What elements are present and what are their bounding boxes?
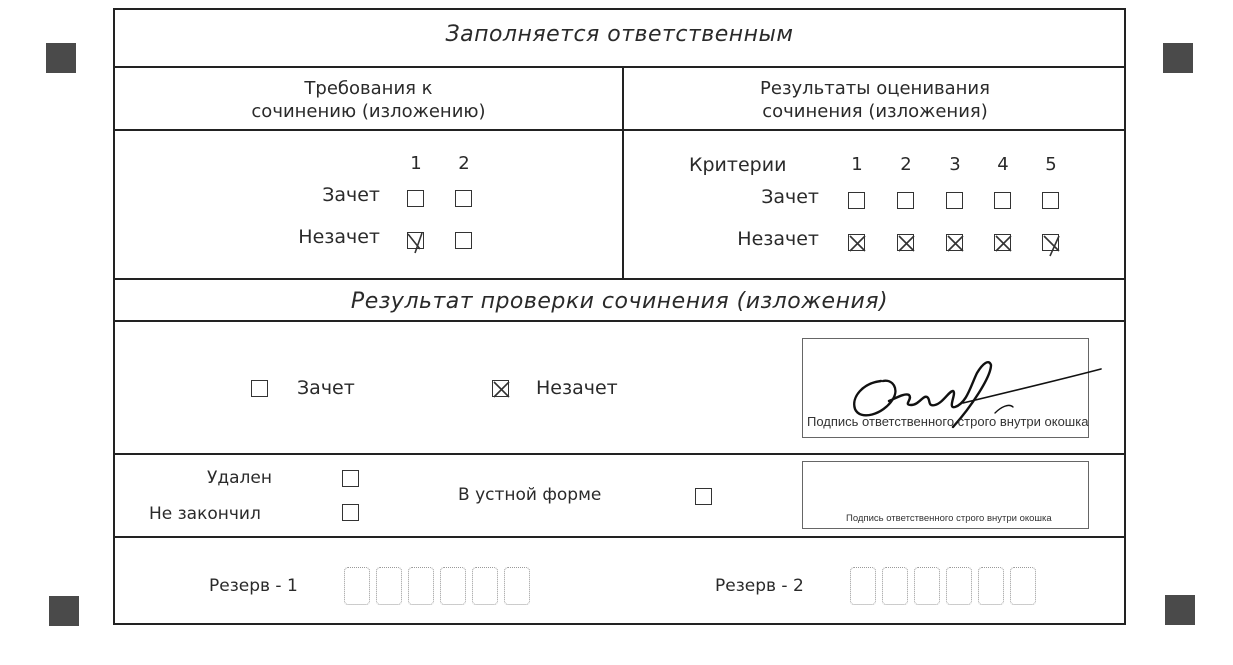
result-title: Результат проверки сочинения (изложения) xyxy=(350,289,889,314)
reserve-1-digit-cell[interactable] xyxy=(408,567,434,605)
evaluation-pass-label: Зачет xyxy=(761,186,819,208)
reserve-1-label: Резерв - 1 xyxy=(209,576,298,596)
reserve-1-digit-cell[interactable] xyxy=(440,567,466,605)
criteria-4-pass-checkbox[interactable] xyxy=(994,192,1011,209)
cross-mark-icon xyxy=(896,233,917,254)
oral-form-label: В устной форме xyxy=(458,485,602,505)
requirements-header-line1: Требования к xyxy=(304,78,433,99)
requirements-1-pass-checkbox[interactable] xyxy=(407,190,424,207)
criteria-column-5: 5 xyxy=(1045,154,1057,175)
result-pass-checkbox[interactable] xyxy=(251,380,268,397)
registration-marker-top-right xyxy=(1163,43,1193,73)
requirements-column-2: 2 xyxy=(458,153,470,174)
criteria-2-fail-checkbox[interactable] xyxy=(897,234,914,251)
requirements-2-fail-checkbox[interactable] xyxy=(455,232,472,249)
criteria-2-pass-checkbox[interactable] xyxy=(897,192,914,209)
reserve-1-digit-cell[interactable] xyxy=(376,567,402,605)
divider xyxy=(115,66,1124,68)
criteria-4-fail-checkbox[interactable] xyxy=(994,234,1011,251)
result-pass-label: Зачет xyxy=(297,377,355,399)
form-title: Заполняется ответственным xyxy=(445,22,794,47)
criteria-column-2: 2 xyxy=(900,154,912,175)
evaluation-form xyxy=(113,8,1126,625)
requirements-pass-label: Зачет xyxy=(322,184,380,206)
criteria-3-pass-checkbox[interactable] xyxy=(946,192,963,209)
requirements-column-1: 1 xyxy=(410,153,422,174)
evaluation-fail-label: Незачет xyxy=(737,228,819,250)
requirements-header-line2: сочинению (изложению) xyxy=(251,101,486,122)
result-fail-checkbox[interactable] xyxy=(492,380,509,397)
cross-mark-icon xyxy=(945,233,966,254)
registration-marker-bottom-left xyxy=(49,596,79,626)
divider xyxy=(115,453,1124,455)
requirements-header xyxy=(115,77,622,123)
reserve-1-digit-cell[interactable] xyxy=(472,567,498,605)
reserve-2-digit-cell[interactable] xyxy=(850,567,876,605)
requirements-2-pass-checkbox[interactable] xyxy=(455,190,472,207)
evaluation-header-line2: сочинения (изложения) xyxy=(762,101,988,122)
divider xyxy=(115,278,1124,280)
criteria-3-fail-checkbox[interactable] xyxy=(946,234,963,251)
reserve-1-digit-cell[interactable] xyxy=(504,567,530,605)
reserve-2-digit-cell[interactable] xyxy=(978,567,1004,605)
evaluation-header-line1: Результаты оценивания xyxy=(760,78,990,99)
cross-mark-icon xyxy=(993,233,1014,254)
requirements-fail-label: Незачет xyxy=(298,226,380,248)
criteria-1-fail-checkbox[interactable] xyxy=(848,234,865,251)
reserve-2-digit-cell[interactable] xyxy=(882,567,908,605)
result-fail-label: Незачет xyxy=(536,377,618,399)
reserve-2-label: Резерв - 2 xyxy=(715,576,804,596)
evaluation-header xyxy=(624,77,1126,123)
reserve-2-digit-cell[interactable] xyxy=(946,567,972,605)
criteria-5-pass-checkbox[interactable] xyxy=(1042,192,1059,209)
signature-box[interactable] xyxy=(802,338,1089,438)
cross-mark-icon xyxy=(847,233,868,254)
not-finished-checkbox[interactable] xyxy=(342,504,359,521)
not-finished-label: Не закончил xyxy=(149,504,261,524)
cross-mark-icon xyxy=(406,231,427,252)
criteria-label: Критерии xyxy=(689,154,787,176)
criteria-column-4: 4 xyxy=(997,154,1009,175)
divider xyxy=(115,536,1124,538)
criteria-1-pass-checkbox[interactable] xyxy=(848,192,865,209)
registration-marker-top-left xyxy=(46,43,76,73)
divider xyxy=(115,129,1124,131)
cross-mark-icon xyxy=(491,379,512,400)
reserve-2-digit-cell[interactable] xyxy=(1010,567,1036,605)
requirements-1-fail-checkbox[interactable] xyxy=(407,232,424,249)
divider xyxy=(115,320,1124,322)
signature-box-2[interactable] xyxy=(802,461,1089,529)
signature-caption: Подпись ответственного строго внутри окошка xyxy=(807,414,1089,429)
signature-caption-2: Подпись ответственного строго внутри окошка xyxy=(846,513,1052,524)
reserve-1-digit-cell[interactable] xyxy=(344,567,370,605)
registration-marker-bottom-right xyxy=(1165,595,1195,625)
criteria-5-fail-checkbox[interactable] xyxy=(1042,234,1059,251)
cross-mark-icon xyxy=(1041,233,1062,254)
criteria-column-3: 3 xyxy=(949,154,961,175)
removed-label: Удален xyxy=(207,468,272,488)
reserve-2-digit-cell[interactable] xyxy=(914,567,940,605)
criteria-column-1: 1 xyxy=(851,154,863,175)
oral-form-checkbox[interactable] xyxy=(695,488,712,505)
removed-checkbox[interactable] xyxy=(342,470,359,487)
